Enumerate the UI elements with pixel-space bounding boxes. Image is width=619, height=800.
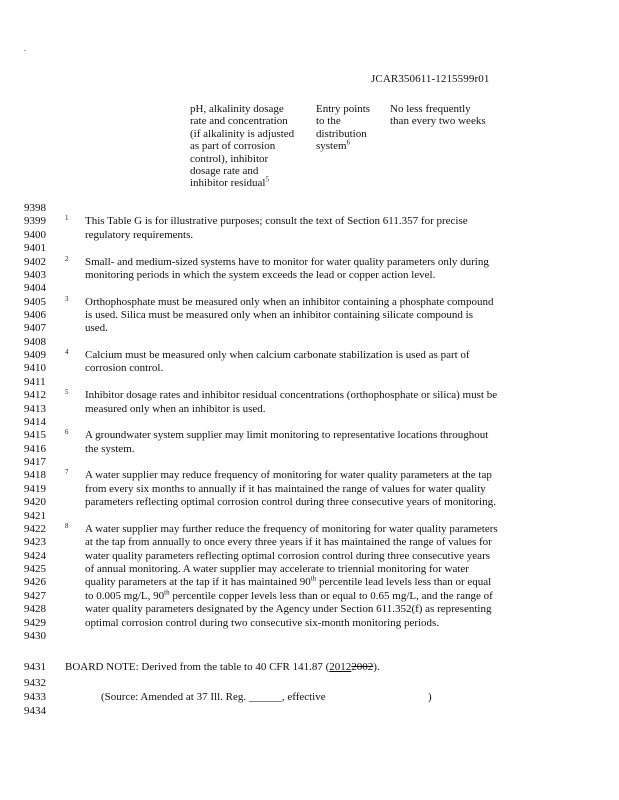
footnote-text: Small- and medium-sized systems have to monitor for water quality parameters only during [85, 255, 489, 268]
footnote-text: Inhibitor dosage rates and inhibitor residual concentrations (orthophosphate or silica) must be [85, 389, 498, 402]
footnote-text: from every six months to annually if it has maintained the range of values for water quality [85, 482, 486, 495]
footnote-ref: 5 [265, 175, 269, 184]
footnote-line [0, 296, 619, 308]
line-number: 9423 [24, 536, 46, 549]
blank-line [0, 336, 619, 348]
footnote-line [0, 576, 619, 588]
line-number: 9427 [24, 589, 46, 602]
footnote-text: A water supplier may reduce frequency of monitoring for water quality parameters at the tap [85, 469, 492, 482]
line-number: 9408 [24, 335, 46, 348]
footnote-line [0, 269, 619, 281]
line-number: 9405 [24, 295, 46, 308]
footnote-line [0, 322, 619, 334]
footnote-text: water quality parameters reflecting optimal corrosion control during three consecutive years [85, 549, 491, 562]
cell-line: than every two weeks [390, 115, 486, 128]
cell-line: No less frequently [390, 103, 471, 115]
footnote-marker: 3 [65, 294, 69, 303]
footnote-marker: 6 [65, 428, 69, 437]
line-number: 9422 [24, 522, 46, 535]
footnote-line [0, 617, 619, 629]
footnote-line [0, 215, 619, 227]
footnote-text: is used. Silica must be measured only when an inhibitor containing silicate compound is [85, 309, 473, 321]
footnote-line [0, 590, 619, 602]
margin-mark: . [24, 44, 26, 53]
line-number: 9432 [24, 677, 46, 689]
blank-line [0, 677, 619, 689]
footnote-text: measured only when an inhibitor is used. [85, 402, 266, 415]
line-number: 9421 [24, 509, 46, 522]
line-number: 9428 [24, 603, 46, 616]
blank-line [0, 202, 619, 214]
line-number: 9419 [24, 482, 46, 495]
footnote-text: of annual monitoring. A water supplier may accelerate to triennial monitoring for water [85, 563, 469, 575]
line-number: 9404 [24, 282, 46, 295]
cell-line: inhibitor residual$^5$ [190, 175, 269, 190]
line-number: 9411 [24, 375, 46, 388]
line-number: 9400 [24, 228, 46, 241]
footnote-text: A groundwater system supplier may limit monitoring to representative locations throughout [85, 429, 489, 442]
footnote-line [0, 429, 619, 441]
cell-line: as part of corrosion [190, 140, 276, 153]
line-number: 9409 [24, 349, 46, 362]
line-number: 9433 [24, 691, 46, 703]
line-number: 9414 [24, 415, 46, 428]
blank-line [0, 630, 619, 642]
line-number: 9416 [24, 442, 46, 455]
source-note: (Source: Amended at 37 Ill. Reg. ______, effective [101, 691, 326, 703]
board-note-line [0, 661, 619, 673]
footnote-text: This Table G is for illustrative purposes; consult the text of Section 611.357 for precise [85, 215, 468, 228]
footnote-text: monitoring periods in which the system exceeds the lead or copper action level. [85, 268, 436, 281]
footnote-line [0, 256, 619, 268]
footnote-line [0, 536, 619, 548]
footnote-text: A water supplier may further reduce the frequency of monitoring for water quality parameters [85, 522, 498, 535]
footnote-line [0, 563, 619, 575]
line-number: 9412 [24, 389, 46, 402]
cell-line: distribution [316, 127, 367, 140]
line-number: 9417 [24, 456, 46, 468]
footnote-text: used. [85, 322, 108, 335]
footnote-ref: 6 [346, 138, 351, 147]
cell-line: dosage rate and [190, 165, 259, 178]
line-number: 9399 [24, 215, 46, 228]
line-number: 9424 [24, 549, 46, 562]
cell-line: pH, alkalinity dosage [190, 103, 284, 115]
footnote-line [0, 483, 619, 495]
footnote-line [0, 309, 619, 321]
footnote-marker: 5 [65, 388, 69, 397]
footnote-text: parameters reflecting optimal corrosion control during three consecutive years of monitoring. [85, 496, 496, 509]
footnote-text: optimal corrosion control during two consecutive six-month monitoring periods. [85, 616, 440, 629]
line-number: 9402 [24, 255, 46, 268]
footnote-text: the system. [85, 442, 135, 455]
board-note: BOARD NOTE: Derived from the table to 40 CFR 141.87 (20122002). [65, 661, 380, 673]
line-number: 9415 [24, 429, 46, 442]
superscript: th [164, 588, 170, 597]
footnote-marker: 2 [65, 254, 69, 263]
footnote-line [0, 443, 619, 455]
table-cell-frequency [390, 103, 486, 128]
footnote-text: quality parameters at the tap if it has maintained 90th percentile lead levels less than or equal [85, 574, 492, 589]
blank-line [0, 376, 619, 388]
footnote-line [0, 349, 619, 361]
cell-line: to the [316, 115, 341, 128]
line-number: 9401 [24, 242, 46, 255]
footnote-line [0, 550, 619, 562]
footnote-line [0, 229, 619, 241]
blank-line [0, 282, 619, 294]
footnote-text: corrosion control. [85, 362, 164, 375]
footnote-marker: 8 [65, 521, 69, 530]
blank-line [0, 242, 619, 254]
footnote-line [0, 389, 619, 401]
document-id: JCAR350611-1215599r01 [371, 73, 490, 85]
cell-line: Entry points [316, 103, 371, 115]
cell-line: control), inhibitor [190, 152, 269, 165]
footnote-text: at the tap from annually to once every three years if it has maintained the range of values for [85, 536, 492, 549]
line-number: 9407 [24, 322, 46, 335]
superscript: th [310, 574, 317, 583]
table-cell-location [316, 103, 370, 153]
line-number: 9429 [24, 616, 46, 629]
line-number: 9403 [24, 268, 46, 281]
source-close: ) [428, 691, 432, 703]
footnote-text: to 0.005 mg/L, 90th percentile copper levels less than or equal to 0.65 mg/L, and the range of [85, 588, 493, 602]
footnote-line [0, 603, 619, 615]
footnote-marker: 7 [65, 468, 69, 477]
source-line [0, 691, 619, 703]
footnote-line [0, 523, 619, 535]
blank-line [0, 456, 619, 468]
footnote-text: Calcium must be measured only when calcium carbonate stabilization is used as part of [85, 349, 470, 362]
footnote-line [0, 469, 619, 481]
line-number: 9410 [24, 362, 46, 375]
cell-line: (if alkalinity is adjusted [190, 127, 295, 140]
deleted-text: 2002 [351, 661, 374, 673]
footnote-line [0, 496, 619, 508]
blank-line [0, 705, 619, 717]
footnote-line [0, 362, 619, 374]
line-number: 9425 [24, 563, 46, 575]
line-number: 9413 [24, 402, 46, 415]
footnote-text: water quality parameters designated by the Agency under Section 611.352(f) as representing [85, 603, 492, 616]
line-number: 9418 [24, 469, 46, 482]
blank-line [0, 510, 619, 522]
line-number: 9420 [24, 496, 46, 509]
table-cell-parameters [190, 103, 294, 190]
footnote-line [0, 403, 619, 415]
line-number: 9426 [24, 576, 46, 589]
footnote-marker: 4 [65, 348, 69, 357]
line-number: 9431 [24, 661, 46, 673]
inserted-text: 2012 [329, 661, 352, 673]
footnote-text: Orthophosphate must be measured only when an inhibitor containing a phosphate compound [85, 295, 494, 308]
line-number: 9434 [24, 705, 46, 717]
line-number: 9406 [24, 309, 46, 321]
footnote-text: regulatory requirements. [85, 228, 194, 241]
line-number: 9398 [24, 202, 46, 214]
line-number: 9430 [24, 629, 46, 642]
footnote-marker: 1 [65, 214, 69, 223]
cell-line: rate and concentration [190, 115, 288, 128]
cell-line: system$^6$ [316, 138, 351, 153]
blank-line [0, 416, 619, 428]
